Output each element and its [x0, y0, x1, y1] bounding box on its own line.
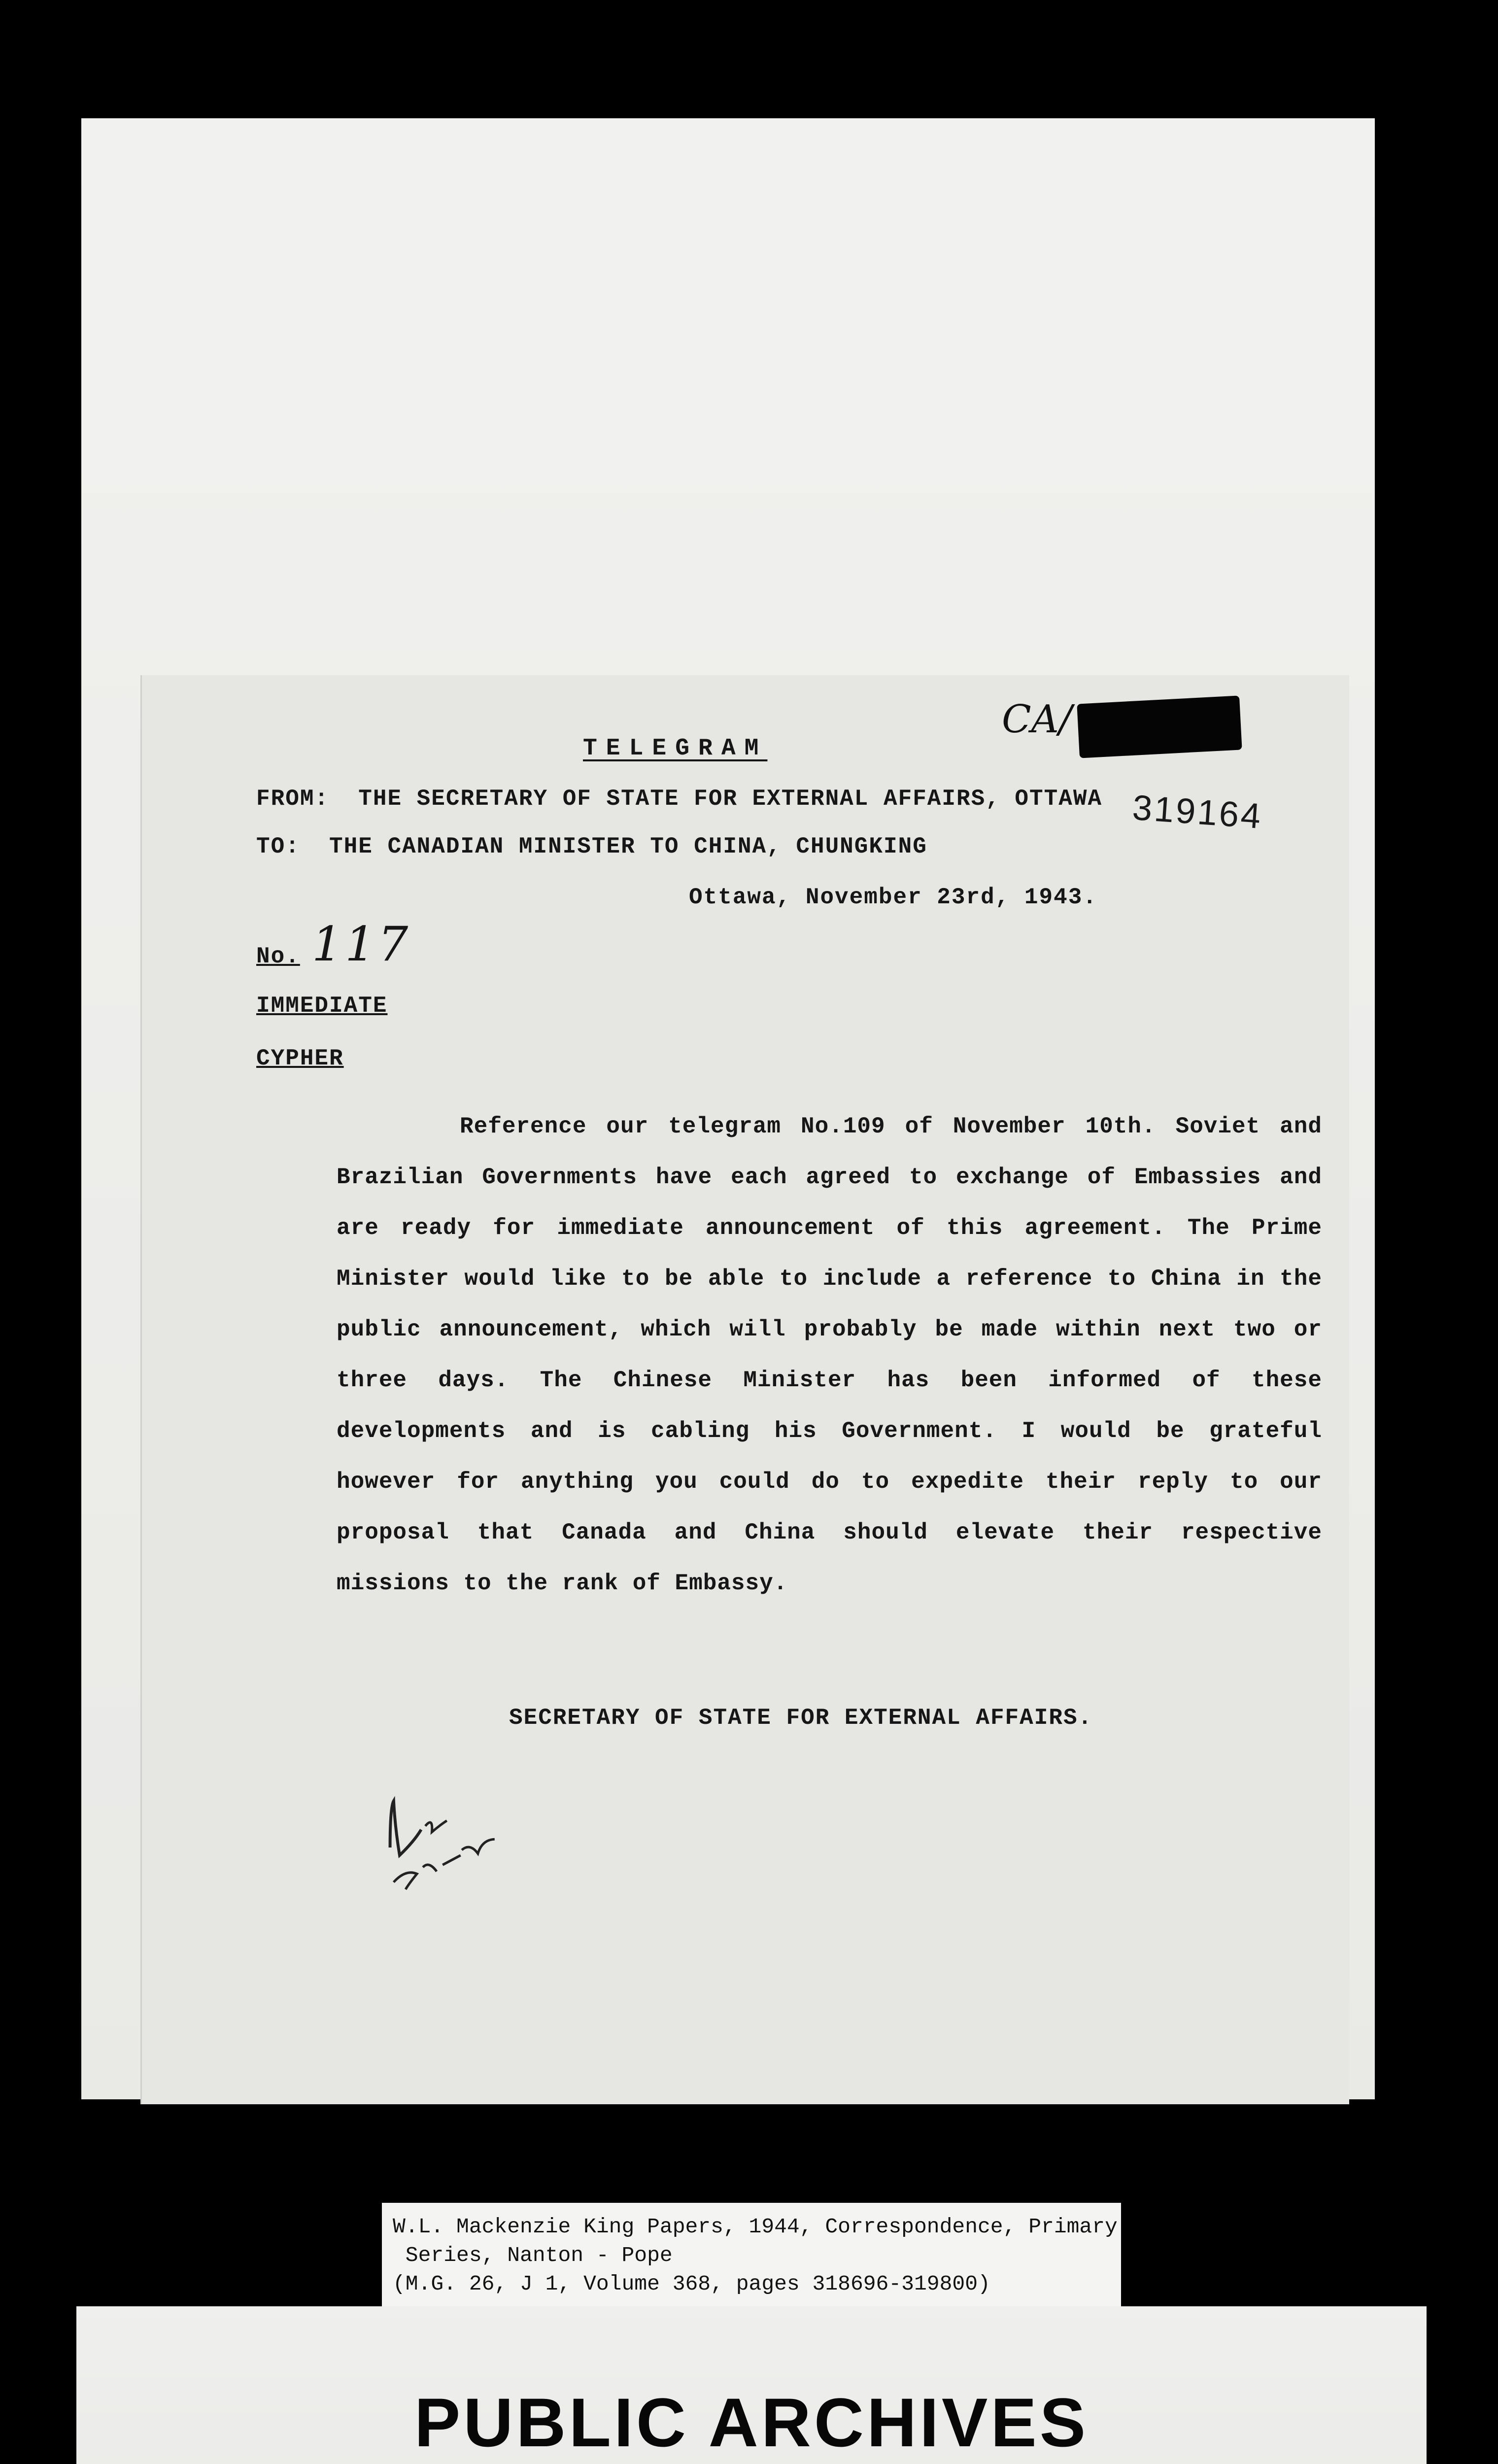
archive-caption-label [382, 2203, 1121, 2306]
archive-name-english: PUBLIC ARCHIVES [414, 2384, 1089, 2461]
stamp-number: 319164 [1131, 787, 1264, 837]
number-label: No. [256, 944, 300, 969]
priority-label: IMMEDIATE [256, 993, 388, 1019]
caption-line: W.L. Mackenzie King Papers, 1944, Correspondence, Primary [393, 2215, 1118, 2239]
caption-line: Series, Nanton - Pope [393, 2243, 673, 2267]
signature-line: SECRETARY OF STATE FOR EXTERNAL AFFAIRS. [509, 1705, 1093, 1731]
caption-line: (M.G. 26, J 1, Volume 368, pages 318696-319800) [393, 2272, 990, 2296]
telegram-title: TELEGRAM [583, 735, 768, 762]
public-archives-card [76, 2306, 1427, 2464]
file-reference-handwritten: CA/ [1002, 697, 1072, 742]
method-label: CYPHER [256, 1046, 344, 1071]
redaction-block [1077, 695, 1242, 758]
dateline: Ottawa, November 23rd, 1943. [689, 885, 1097, 910]
handwritten-initial-mark [357, 1757, 539, 1910]
telegram-document [140, 675, 1349, 2104]
from-line: FROM: THE SECRETARY OF STATE FOR EXTERNAL AFFAIRS, OTTAWA [256, 786, 1103, 812]
telegram-body: Reference our telegram No.109 of November 10th. Soviet and Brazilian Governments have each agreed to exchange of Embassies and are ready for immediate announcement of this agreement. The Prime Minister would like to be able to include a reference to China in the public announcement, which will probably be made within next two or three days. The Chinese Minister has been informed of these developments and is cabling his Government. I would be grateful however for anything you could do to expedite their reply to our proposal that Canada and China should elevate their respective missions to the rank of Embassy. [337, 1114, 1322, 1596]
to-line: TO: THE CANADIAN MINISTER TO CHINA, CHUNGKING [256, 834, 927, 859]
number-handwritten: 117 [312, 917, 411, 972]
